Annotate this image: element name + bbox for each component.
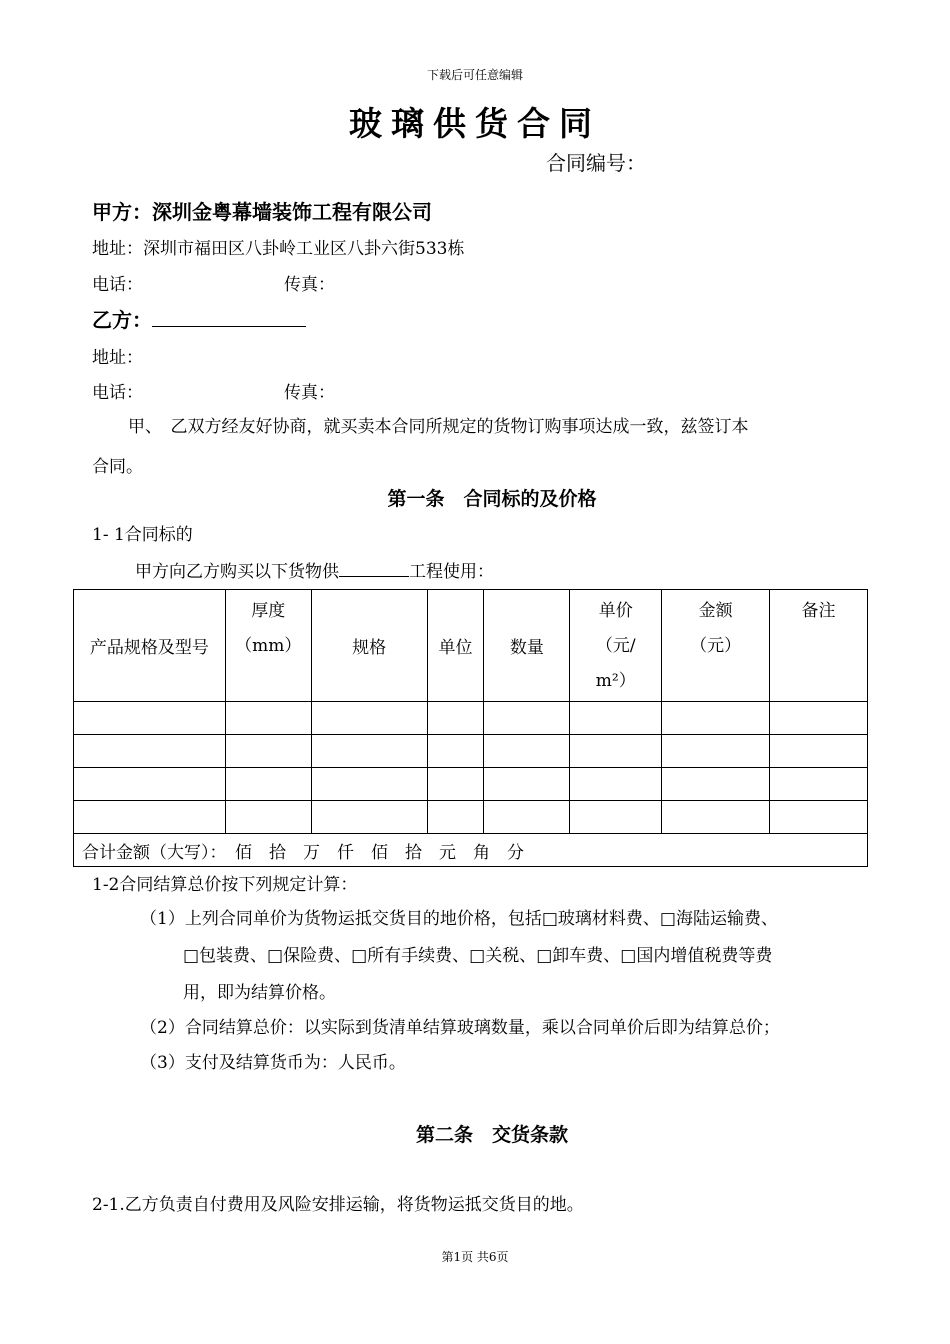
page-footer: 第1页 共6页 bbox=[441, 1250, 509, 1264]
party-a-address: 地址：深圳市福田区八卦岭工业区八卦六街533栋 bbox=[92, 239, 465, 259]
table-header-row bbox=[74, 590, 868, 702]
table-total-row bbox=[74, 834, 868, 867]
header-thickness: 厚度 （mm） bbox=[225, 590, 311, 702]
header-unit: 单位 bbox=[427, 590, 484, 702]
party-b-address-label: 地址： bbox=[92, 348, 143, 368]
calc-p1-line1: （1）上列合同单价为货物运抵交货目的地价格，包括□玻璃材料费、□海陆运输费、 bbox=[140, 909, 778, 929]
item-1-1: 1- 1合同标的 bbox=[92, 525, 193, 545]
goods-table bbox=[73, 589, 868, 867]
calc-heading: 1-2合同结算总价按下列规定计算： bbox=[92, 875, 358, 895]
intro-line-1: 甲、 乙双方经友好协商，就买卖本合同所规定的货物订购事项达成一致，兹签订本 bbox=[128, 417, 749, 437]
header-spec-model: 产品规格及型号 bbox=[74, 590, 226, 702]
header-note: 下载后可任意编辑 bbox=[426, 68, 523, 82]
table-row bbox=[74, 702, 868, 735]
purchase-suffix: 工程使用： bbox=[409, 562, 494, 582]
header-amount: 金额 （元） bbox=[662, 590, 770, 702]
purchase-line bbox=[135, 556, 494, 582]
project-name-blank[interactable] bbox=[339, 556, 409, 577]
section-2-title: 第二条 交货条款 bbox=[415, 1124, 568, 1146]
calc-p1-line2: □包装费、□保险费、□所有手续费、□关税、□卸车费、□国内增值税费等费 bbox=[183, 946, 773, 966]
header-specification: 规格 bbox=[311, 590, 427, 702]
party-b-name-blank[interactable] bbox=[152, 306, 306, 327]
calc-p2: （2）合同结算总价：以实际到货清单结算玻璃数量，乘以合同单价后即为结算总价； bbox=[140, 1018, 780, 1038]
item-2-1: 2-1.乙方负责自付费用及风险安排运输，将货物运抵交货目的地。 bbox=[92, 1195, 584, 1215]
party-a-fax-label: 传真： bbox=[284, 275, 335, 295]
party-b-fax-label: 传真： bbox=[284, 383, 335, 403]
party-a-name: 甲方：深圳金粤幕墙装饰工程有限公司 bbox=[92, 200, 432, 224]
table-row bbox=[74, 801, 868, 834]
header-quantity: 数量 bbox=[484, 590, 570, 702]
contract-number-label: 合同编号： bbox=[546, 151, 646, 175]
table-row bbox=[74, 735, 868, 768]
party-b-line bbox=[92, 304, 306, 333]
total-amount-text: 合计金额（大写）： 佰 拾 万 仟 佰 拾 元 角 分 bbox=[74, 834, 868, 867]
purchase-prefix: 甲方向乙方购买以下货物供 bbox=[135, 562, 339, 582]
header-remarks: 备注 bbox=[770, 590, 868, 702]
intro-line-2: 合同。 bbox=[92, 457, 143, 477]
page-title: 玻璃供货合同 bbox=[349, 104, 601, 143]
header-unit-price: 单价 （元/ m²） bbox=[570, 590, 662, 702]
calc-p3: （3）支付及结算货币为：人民币。 bbox=[140, 1053, 406, 1073]
table-row bbox=[74, 768, 868, 801]
party-b-phone-label: 电话： bbox=[92, 383, 143, 403]
calc-p1-line3: 用，即为结算价格。 bbox=[183, 983, 336, 1003]
party-a-phone-label: 电话： bbox=[92, 275, 143, 295]
party-b-label: 乙方： bbox=[92, 308, 152, 332]
section-1-title: 第一条 合同标的及价格 bbox=[387, 488, 597, 510]
